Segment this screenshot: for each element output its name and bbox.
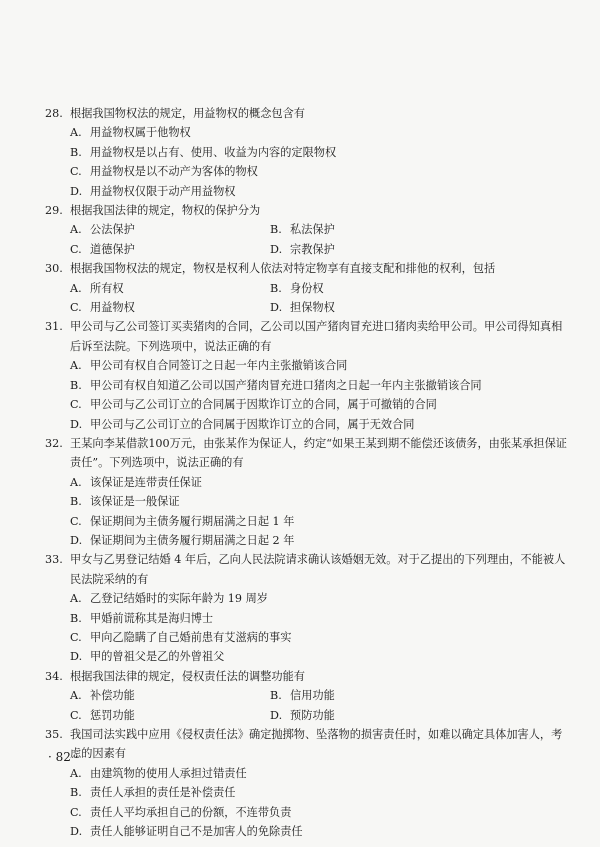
option-list	[50, 356, 570, 434]
option-letter: D.	[70, 184, 83, 198]
option-letter: A.	[70, 281, 82, 295]
option-letter: C.	[70, 301, 82, 315]
option-letter: D.	[270, 708, 283, 722]
option-text: 责任人承担的责任是补偿责任	[90, 786, 236, 800]
question-text: 王某向李某借款100万元，由张某作为保证人，约定“如果王某到期不能偿还该债务，由张某承担保证责任”。下列选项中，说法正确的有	[70, 436, 567, 470]
option-list	[50, 686, 570, 725]
option-a	[70, 123, 570, 142]
option-text: 补偿功能	[90, 689, 135, 703]
option-row	[70, 706, 570, 725]
option-c	[70, 298, 270, 317]
option-text: 道德保护	[90, 242, 135, 256]
option-text: 用益物权属于他物权	[90, 126, 191, 140]
option-letter: D.	[70, 825, 83, 839]
option-letter: C.	[70, 514, 82, 528]
question-33	[45, 550, 570, 666]
question-stem	[45, 201, 570, 220]
option-letter: B.	[270, 689, 282, 703]
option-text: 甲公司与乙公司订立的合同属于因欺诈订立的合同，属于无效合同	[90, 417, 415, 431]
option-d	[270, 240, 470, 259]
question-number: 30.	[45, 262, 63, 276]
option-text: 惩罚功能	[90, 708, 135, 722]
page-number: · 82 ·	[48, 750, 79, 764]
question-stem	[45, 550, 570, 589]
option-b	[70, 609, 570, 628]
question-stem	[45, 317, 570, 356]
option-letter: A.	[70, 126, 82, 140]
option-text: 保证期间为主债务履行期届满之日起 1 年	[90, 514, 295, 528]
option-letter: A.	[70, 359, 82, 373]
option-a	[70, 356, 570, 375]
question-stem	[45, 434, 570, 473]
option-d	[70, 647, 570, 666]
option-text: 私法保护	[290, 223, 335, 237]
option-text: 甲公司有权自合同签订之日起一年内主张撤销该合同	[90, 359, 348, 373]
question-28	[45, 104, 570, 201]
option-c	[70, 512, 570, 531]
option-text: 由建筑物的使用人承担过错责任	[90, 766, 247, 780]
option-text: 宗教保护	[290, 242, 335, 256]
option-text: 甲公司有权自知道乙公司以国产猪肉冒充进口猪肉之日起一年内主张撤销该合同	[90, 378, 482, 392]
option-a	[70, 473, 570, 492]
question-text: 我国司法实践中应用《侵权责任法》确定抛掷物、坠落物的损害责任时，如难以确定具体加害人，考虑的因素有	[70, 728, 563, 761]
question-34	[45, 667, 570, 725]
question-text: 根据我国物权法的规定，物权是权利人依法对特定物享有直接支配和排他的权利，包括	[70, 262, 496, 276]
option-text: 担保物权	[290, 301, 335, 315]
option-text: 公法保护	[90, 223, 135, 237]
option-b	[70, 143, 570, 162]
option-a	[70, 764, 570, 783]
option-letter: B.	[270, 281, 282, 295]
option-letter: A.	[70, 689, 82, 703]
question-number: 33.	[45, 553, 63, 567]
option-row	[70, 686, 570, 705]
option-b	[70, 492, 570, 511]
option-c	[70, 395, 570, 414]
option-b	[70, 376, 570, 395]
question-30	[45, 259, 570, 317]
option-letter: D.	[70, 417, 83, 431]
option-c	[70, 706, 270, 725]
question-number: 29.	[45, 204, 63, 218]
option-letter: B.	[70, 611, 82, 625]
option-text: 用益物权仅限于动产用益物权	[90, 184, 236, 198]
option-letter: C.	[70, 708, 82, 722]
option-letter: B.	[70, 786, 82, 800]
option-c	[70, 803, 570, 822]
option-letter: D.	[70, 533, 83, 547]
option-letter: C.	[70, 805, 82, 819]
question-number: 34.	[45, 669, 63, 683]
question-number: 32.	[45, 436, 63, 450]
option-b	[270, 686, 470, 705]
option-text: 责任人平均承担自己的份额，不连带负责	[90, 805, 292, 819]
option-text: 用益物权是以占有、使用、收益为内容的定限物权	[90, 145, 337, 159]
question-stem	[45, 667, 570, 686]
option-row	[70, 279, 570, 298]
option-text: 用益物权是以不动产为客体的物权	[90, 165, 258, 179]
question-list	[45, 104, 570, 841]
option-b	[270, 220, 470, 239]
question-text: 根据我国法律的规定，侵权责任法的调整功能有	[70, 669, 305, 683]
option-a	[70, 279, 270, 298]
option-text: 该保证是一般保证	[90, 495, 180, 509]
option-c	[70, 162, 570, 181]
option-letter: B.	[70, 378, 82, 392]
option-d	[270, 298, 470, 317]
option-letter: D.	[270, 242, 283, 256]
option-text: 保证期间为主债务履行期届满之日起 2 年	[90, 533, 295, 547]
option-letter: A.	[70, 223, 82, 237]
option-letter: A.	[70, 766, 82, 780]
option-letter: B.	[270, 223, 282, 237]
option-b	[70, 783, 570, 802]
option-letter: D.	[70, 650, 83, 664]
option-d	[70, 822, 570, 841]
option-list	[50, 220, 570, 259]
option-letter: C.	[70, 398, 82, 412]
option-letter: A.	[70, 475, 82, 489]
option-letter: A.	[70, 592, 82, 606]
option-text: 信用功能	[290, 689, 335, 703]
option-text: 身份权	[290, 281, 324, 295]
option-text: 甲婚前谎称其是海归博士	[90, 611, 214, 625]
question-number: 35.	[45, 728, 63, 741]
question-number: 28.	[45, 107, 63, 120]
option-letter: C.	[70, 165, 82, 179]
option-text: 所有权	[90, 281, 124, 295]
question-31	[45, 317, 570, 433]
option-a	[70, 589, 570, 608]
option-text: 预防功能	[290, 708, 335, 722]
option-letter: B.	[70, 495, 82, 509]
option-c	[70, 628, 570, 647]
option-letter: C.	[70, 242, 82, 256]
option-list	[50, 589, 570, 667]
question-stem	[45, 725, 570, 764]
question-text: 根据我国物权法的规定，用益物权的概念包含有	[70, 107, 305, 120]
option-c	[70, 240, 270, 259]
option-letter: C.	[70, 630, 82, 644]
option-list	[50, 473, 570, 551]
option-b	[270, 279, 470, 298]
option-row	[70, 298, 570, 317]
option-text: 责任人能够证明自己不是加害人的免除责任	[90, 825, 303, 839]
option-text: 甲向乙隐瞒了自己婚前患有艾滋病的事实	[90, 630, 292, 644]
option-a	[70, 220, 270, 239]
option-text: 甲的曾祖父是乙的外曾祖父	[90, 650, 225, 664]
option-text: 甲公司与乙公司订立的合同属于因欺诈订立的合同，属于可撤销的合同	[90, 398, 437, 412]
question-text: 甲公司与乙公司签订买卖猪肉的合同，乙公司以国产猪肉冒充进口猪肉卖给甲公司。甲公司得知真相后诉至法院。下列选项中，说法正确的有	[70, 320, 563, 353]
question-number: 31.	[45, 320, 63, 334]
option-letter: D.	[270, 301, 283, 315]
option-list	[50, 123, 570, 201]
question-32	[45, 434, 570, 550]
question-text: 甲女与乙男登记结婚 4 年后，乙向人民法院请求确认该婚姻无效。对于乙提出的下列理由，不能被人民法院采纳的有	[70, 553, 566, 586]
option-d	[70, 531, 570, 550]
option-letter: B.	[70, 145, 82, 159]
option-d	[270, 706, 470, 725]
option-text: 用益物权	[90, 301, 135, 315]
question-29	[45, 201, 570, 259]
option-row	[70, 220, 570, 239]
option-text: 乙登记结婚时的实际年龄为 19 周岁	[90, 592, 268, 606]
question-stem	[45, 104, 570, 123]
option-d	[70, 415, 570, 434]
option-text: 该保证是连带责任保证	[90, 475, 202, 489]
option-list	[50, 279, 570, 318]
option-list	[50, 764, 570, 842]
option-d	[70, 182, 570, 201]
option-row	[70, 240, 570, 259]
option-a	[70, 686, 270, 705]
question-35	[45, 725, 570, 841]
question-stem	[45, 259, 570, 278]
question-text: 根据我国法律的规定，物权的保护分为	[70, 204, 261, 218]
